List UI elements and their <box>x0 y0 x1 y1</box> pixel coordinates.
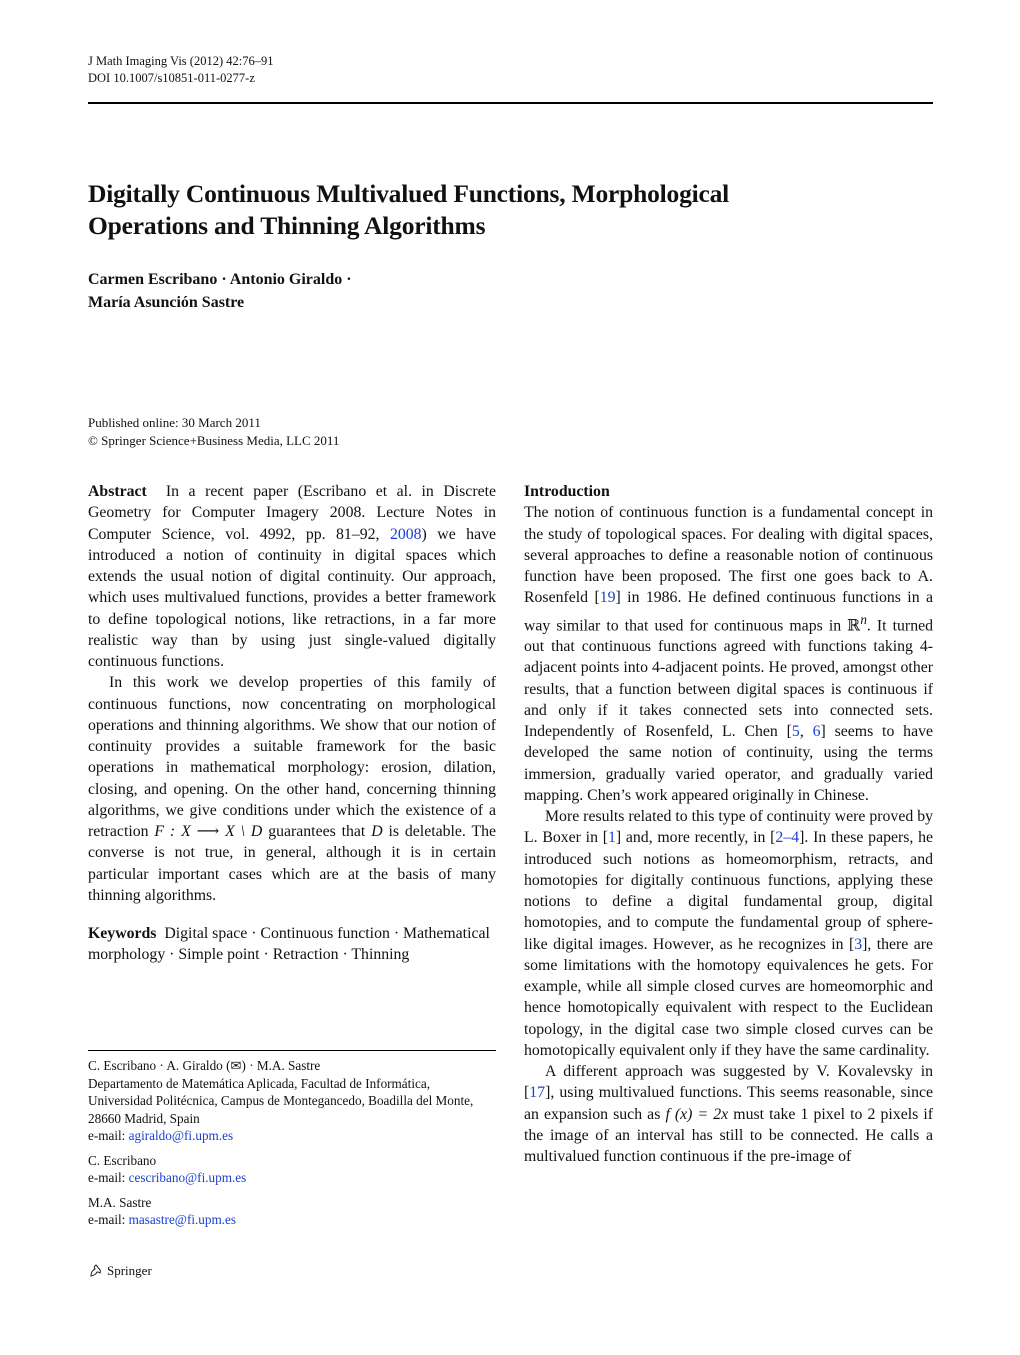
published-date: Published online: 30 March 2011 <box>88 415 261 430</box>
authors-line-2: María Asunción Sastre <box>88 294 245 311</box>
affiliation-1: C. Escribano · A. Giraldo (✉) · M.A. Sastre Departamento de Matemática Aplicada, Facultad de Informática, Universidad Politécnica, Campus de Montegancedo, Boadilla del Monte, 28660 Madrid, Spain e-mail: agiraldo@fi.upm.es <box>88 1058 474 1143</box>
email-link-sastre[interactable]: masastre@fi.upm.es <box>128 1212 237 1227</box>
springer-horse-icon <box>88 1263 103 1278</box>
journal-header <box>88 53 273 87</box>
doi: DOI 10.1007/s10851-011-0277-z <box>88 71 255 85</box>
intro-paragraph-1: The notion of continuous function is a fundamental concept in the study of topological spaces. For dealing with digital spaces, several approaches to define a reasonable notion of continuous function have been proposed. The first one goes back to A. Rosenfeld [19] in 1986. He defined continuous functions in a way similar to that used for continuous maps in ℝ$^n$. It turned out that continuous functions agreed with functions taking 4-adjacent points into 4-adjacent points. He proved, amongst other results, that a function between digital spaces is continuous if and only if it takes connected sets into connected sets. Independently of Rosenfeld, L. Chen [5, 6] seems to have developed the same notion of continuity, using the terms immersion, gradually varied operator, and gradually varied mapping. Chen’s work appeared originally in Chinese. <box>524 504 934 804</box>
email-link-escribano[interactable]: cescribano@fi.upm.es <box>128 1170 247 1185</box>
authors-line-1: Carmen Escribano · Antonio Giraldo · <box>88 271 352 288</box>
ref-link[interactable]: 5 <box>791 723 800 741</box>
keywords <box>88 923 496 966</box>
intro-paragraph-3: A different approach was suggested by V. Kovalevsky in [17], using multivalued functions. This seems reasonable, since an expansion such as f (x) = 2x must take 1 pixel to 2 pixels if the image of an interval has still to be connected. He calls a multivalued function continuous if the pre-image of <box>524 1063 933 1166</box>
left-column <box>88 481 496 966</box>
paper-title <box>88 178 848 242</box>
affiliation-2: C. Escribano e-mail: cescribano@fi.upm.es <box>88 1152 247 1185</box>
affiliation-rule <box>88 1050 496 1051</box>
section-title-introduction: Introduction <box>524 483 610 500</box>
ref-link[interactable]: 19 <box>599 589 616 607</box>
right-column <box>524 481 933 1167</box>
abstract-paragraph-2: In this work we develop properties of this family of continuous functions, now concentrating on morphological operations and thinning algorithms. We show that our notion of continuity provides a suitable framework for the basic operations in mathematical morphology: erosion, dilation, closing, and opening. On the other hand, concerning thinning algorithms, we give conditions under which the existence of a retraction F : X ⟶ X \ D guarantees that D is deletable. The converse is not true, in general, although it is in certain particular important cases which are at the basis of many thinning algorithms. <box>88 674 497 904</box>
title-line-1: Digitally Continuous Multivalued Functions, Morphological <box>88 179 730 208</box>
abstract-paragraph-1: Abstract In a recent paper (Escribano et al. in Discrete Geometry for Computer Imagery 2008. Lecture Notes in Computer Science, vol. 4992, pp. 81–92, 2008) we have introduced a notion of continuity in digital spaces which extends the usual notion of digital continuity. Our approach, which uses multivalued functions, provides a better framework to define topological notions, like retractions, in a far more realistic way than by using just single-valued digitally continuous functions. <box>88 483 496 670</box>
intro-paragraph-2: More results related to this type of continuity were proved by L. Boxer in [1] and, more recently, in [2–4]. In these papers, he introduced such notions as homeomorphism, retracts, and homotopies for digitally continuous functions, applying these notions to define a digital fundamental group, digital homotopies, and to compute the fundamental group of sphere-like digital images. However, as he recognizes in [3], there are some limitations with the homotopy equivalences he gets. For example, while all simple closed curves are homeomorphic and hence homotopically equivalent with respect to the Euclidean topology, in the digital case two simple closed curves can be homotopically equivalent only if they have the same cardinality. <box>524 808 934 1059</box>
keywords-label: Keywords <box>88 925 157 942</box>
keywords-text: Digital space · Continuous function · Mathematical morphology · Simple point · Retraction · Thinning <box>88 925 490 964</box>
affiliation-3: M.A. Sastre e-mail: masastre@fi.upm.es <box>88 1194 237 1227</box>
affiliations <box>88 1057 496 1236</box>
ref-link[interactable]: 6 <box>812 723 821 741</box>
publication-info <box>88 414 339 450</box>
author-list <box>88 268 352 314</box>
copyright: © Springer Science+Business Media, LLC 2011 <box>88 433 340 448</box>
page-footer <box>88 1262 152 1279</box>
ref-link[interactable]: 1 <box>607 829 616 847</box>
publisher-name: Springer <box>107 1263 152 1278</box>
citation-link-2008[interactable]: 2008 <box>389 525 422 543</box>
ref-link[interactable]: 17 <box>529 1084 546 1102</box>
ref-link[interactable]: 2–4 <box>775 829 800 847</box>
title-line-2: Operations and Thinning Algorithms <box>88 211 486 240</box>
email-link-giraldo[interactable]: agiraldo@fi.upm.es <box>128 1128 234 1143</box>
header-rule <box>88 102 933 104</box>
abstract-label: Abstract <box>88 483 147 500</box>
ref-link[interactable]: 3 <box>854 935 863 953</box>
journal-citation: J Math Imaging Vis (2012) 42:76–91 <box>88 54 274 68</box>
